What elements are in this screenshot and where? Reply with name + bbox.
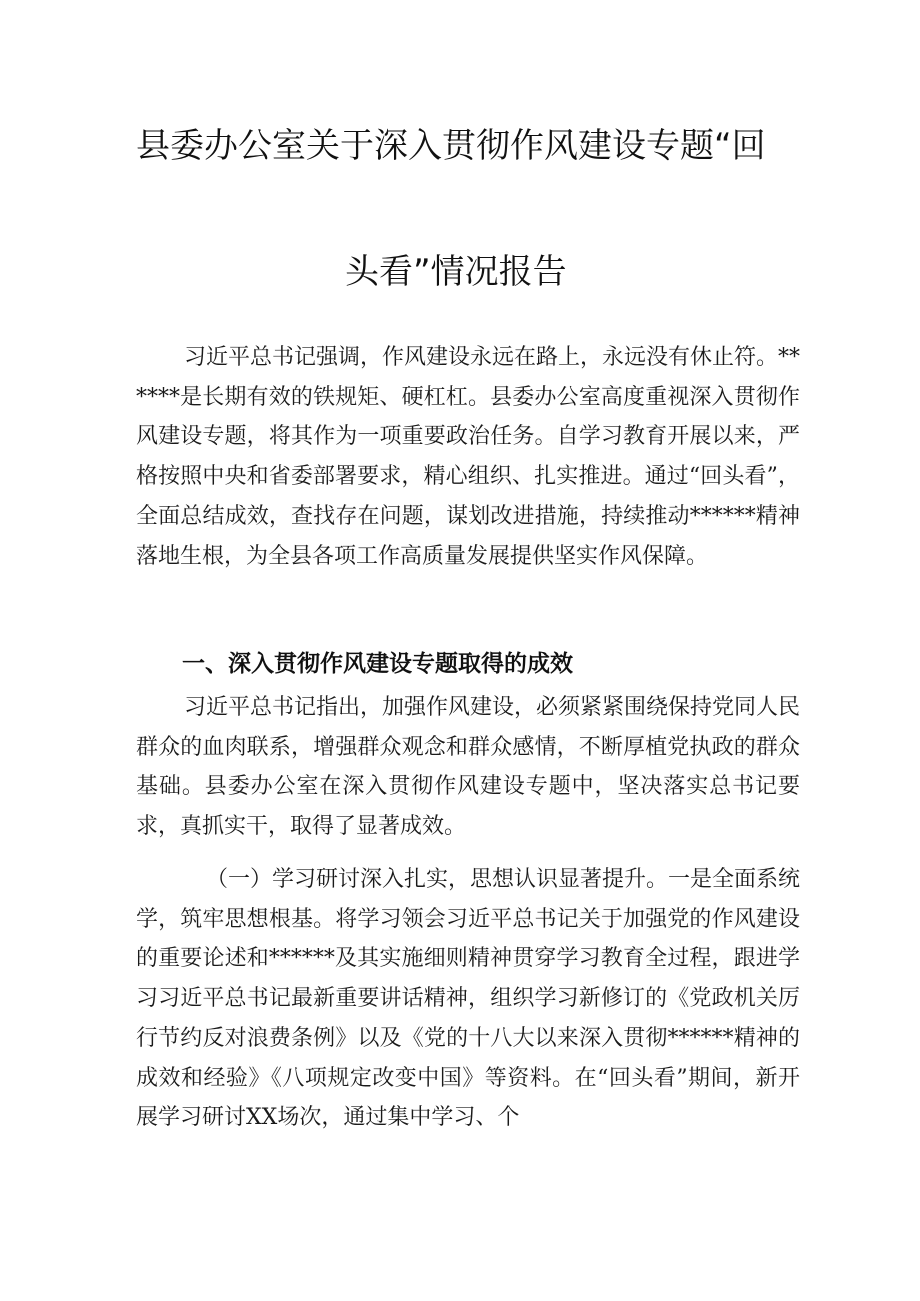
- section-1-paragraph: 习近平总书记指出，加强作风建设，必须紧紧围绕保持党同人民群众的血肉联系，增强群众观念和群众感情，不断厚植党执政的群众基础。县委办公室在深入贯彻作风建设专题中，坚决落实总书记要求，真抓实干，取得了显著成效。: [136, 695, 801, 840]
- subsection-1-paragraph: （一）学习研讨深入扎实，思想认识显著提升。一是全面系统学，筑牢思想根基。将学习领会习近平总书记关于加强党的作风建设的重要论述和******及其实施细则精神贯穿学习教育全过程，跟进学习习近平总书记最新重要讲话精神，组织学习新修订的《党政机关厉行节约反对浪费条例》以及《党的十八大以来深入贯彻******精神的成效和经验》《八项规定改变中国》等资料。在“回头看”期间，新开展学习研讨XX场次，通过集中学习、个: [136, 867, 801, 1131]
- document-title-line-1: 县委办公室关于深入贯彻作风建设专题“回: [136, 126, 766, 166]
- intro-paragraph: 习近平总书记强调，作风建设永远在路上，永远没有休止符。******是长期有效的铁规矩、硬杠杠。县委办公室高度重视深入贯彻作风建设专题，将其作为一项重要政治任务。自学习教育开展以来，严格按照中央和省委部署要求，精心组织、扎实推进。通过“回头看”，全面总结成效，查找存在问题，谋划改进措施，持续推动******精神落地生根，为全县各项工作高质量发展提供坚实作风保障。: [136, 345, 801, 569]
- section-heading-1: 一、深入贯彻作风建设专题取得的成效: [182, 651, 573, 677]
- document-title-line-2: 头看”情况报告: [345, 252, 567, 292]
